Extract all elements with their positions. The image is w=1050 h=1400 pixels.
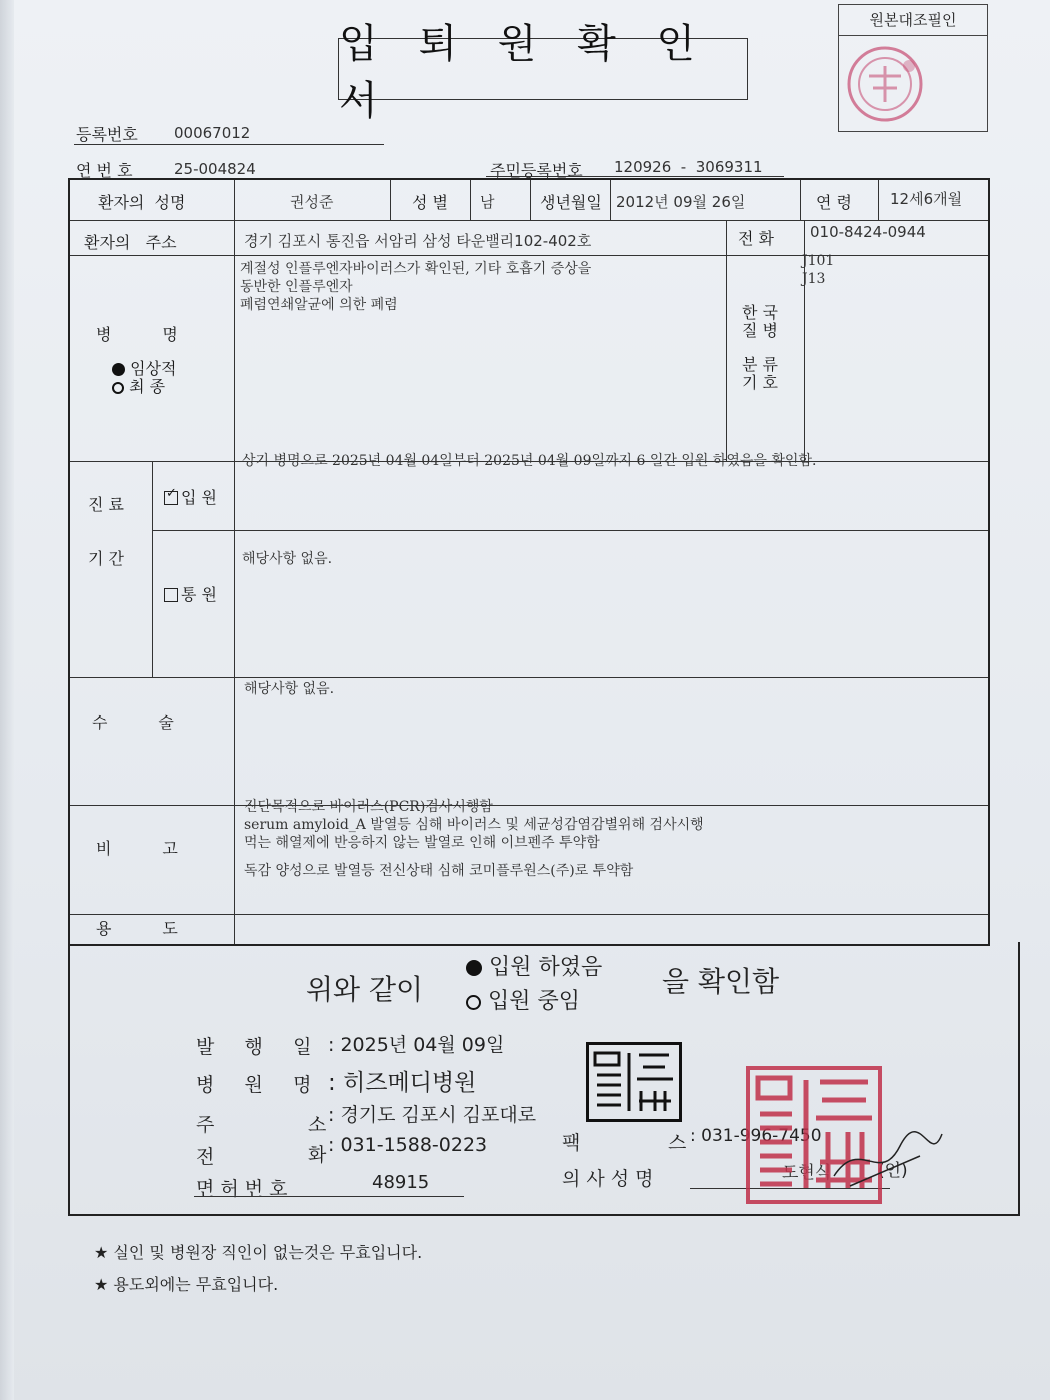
- admission-form-table: [68, 178, 990, 946]
- col-divider: [530, 180, 531, 220]
- address-label-2: 소: [308, 1114, 327, 1136]
- kcd-code: J101: [802, 253, 835, 269]
- col-divider: [610, 180, 611, 220]
- paper-edge-shadow: [0, 0, 14, 1400]
- purpose-label: 용 도: [96, 919, 178, 938]
- col-divider: [152, 461, 153, 677]
- sex-label: 성 별: [412, 193, 448, 212]
- final-option: [112, 374, 165, 397]
- outpatient-label: 통 원: [181, 585, 217, 604]
- kcd-label-line: 한 국: [742, 303, 778, 322]
- hospital-address: 경기도 김포시 김포대로: [340, 1104, 537, 1126]
- resident-id-underline: [486, 176, 784, 177]
- remarks-line: 독감 양성으로 발열등 전신상태 심해 코미플루원스(주)로 투약함: [244, 863, 634, 879]
- license-label: 면 허 번 호: [196, 1178, 288, 1200]
- option-current-label: 입원 중임: [488, 989, 581, 1014]
- current-unselected-icon: [466, 995, 481, 1010]
- serial-value: 25-004824: [174, 160, 256, 178]
- outpatient-option: [164, 582, 217, 605]
- kcd-label: [742, 304, 778, 392]
- surgery-label: 수 술: [92, 713, 174, 732]
- confirmation-section: [68, 942, 1020, 1216]
- diagnosis-label: 병 명: [96, 325, 178, 344]
- serial-label: 연 번 호: [76, 161, 133, 180]
- doctor-seal-mark: (인): [878, 1161, 908, 1181]
- dob-value: 2012년 09월 26일: [616, 193, 746, 211]
- row-divider: [152, 530, 988, 531]
- period-label-line2: 기 간: [88, 549, 124, 568]
- issue-date-label: 발 행 일: [196, 1036, 312, 1058]
- remarks-line: 먹는 해열제에 반응하지 않는 발열로 인해 이브펜주 투약함: [244, 835, 600, 851]
- kcd-codes: [802, 252, 834, 288]
- address-label: 환자의 주소: [84, 233, 177, 252]
- diagnosis-line: 폐렴연쇄알균에 의한 폐렴: [240, 297, 398, 313]
- period-label-line1: 진 료: [88, 495, 124, 514]
- phone-label-1: 전: [196, 1146, 215, 1168]
- row-divider: [70, 914, 988, 915]
- remarks-text: [244, 798, 704, 880]
- phone-label-2: 화: [308, 1144, 327, 1166]
- fax-number: 031-996-7450: [701, 1126, 822, 1146]
- confirmation-prefix: 위와 같이: [306, 973, 424, 1006]
- footnote-purpose: ★ 용도외에는 무효입니다.: [94, 1275, 279, 1294]
- issue-date: 2025년 04월 09일: [340, 1034, 505, 1056]
- confirmation-suffix: 을 확인함: [662, 965, 780, 998]
- phone-label: 전 화: [738, 229, 774, 248]
- resident-id-value: 120926 - 3069311: [614, 158, 763, 176]
- col-divider: [234, 180, 235, 944]
- document-title: 입 퇴 원 확 인 서: [338, 38, 748, 100]
- address-label-1: 주: [196, 1114, 215, 1136]
- hospital-name-value: : 히즈메디병원: [328, 1070, 477, 1096]
- kcd-code: J13: [802, 271, 826, 287]
- clinical-option-label: 임상적: [130, 359, 177, 378]
- inpatient-text: 상기 병명으로 2025년 04월 04일부터 2025년 04월 09일까지 6 일간 입원 하였음을 확인함.: [242, 453, 817, 469]
- stamp-box-header: 원본대조필인: [839, 5, 987, 36]
- diagnosis-text: [240, 260, 591, 314]
- option-admitted-label: 입원 하였음: [489, 955, 603, 980]
- outpatient-checkbox-icon: [164, 588, 178, 602]
- outpatient-text: 해당사항 없음.: [242, 551, 333, 567]
- hospital-phone-value: : 031-1588-0223: [328, 1134, 488, 1156]
- remarks-line: 진단목적으로 바이러스(PCR)검사시행함: [244, 799, 493, 815]
- col-divider: [390, 180, 391, 220]
- final-option-label: 최 종: [129, 377, 166, 396]
- license-value: 48915: [372, 1172, 430, 1193]
- col-divider: [470, 180, 471, 220]
- fax-label-1: 팩: [562, 1132, 581, 1154]
- option-admitted: [466, 950, 602, 981]
- diagnosis-line: 동반한 인플루엔자: [240, 279, 353, 295]
- license-underline: [194, 1196, 464, 1197]
- hospital-address-value: : 경기도 김포시 김포대로: [328, 1104, 537, 1126]
- original-verified-stamp-box: [838, 4, 988, 132]
- dob-label: 생년월일: [540, 193, 602, 212]
- sex-value: 남: [480, 193, 495, 211]
- option-current: [466, 984, 580, 1015]
- hospital-name: 히즈메디병원: [343, 1070, 477, 1096]
- kcd-label-line: 분 류: [742, 355, 778, 374]
- seal-glyph-pattern-icon: [589, 1045, 679, 1119]
- issue-date-value: : 2025년 04월 09일: [328, 1034, 505, 1056]
- resident-id-label: 주민등록번호: [490, 161, 583, 180]
- phone-value: 010-8424-0944: [810, 223, 926, 241]
- doctor-label: 의 사 성 명: [562, 1168, 654, 1190]
- diagnosis-line: 계절성 인플루엔자바이러스가 확인된, 기타 호흡기 증상을: [240, 261, 592, 277]
- verification-seal-icon: [839, 36, 987, 130]
- doctor-signature-icon: [830, 1126, 950, 1196]
- hospital-seal-black-icon: [586, 1042, 682, 1122]
- age-label: 연 령: [816, 193, 852, 212]
- col-divider: [726, 220, 727, 461]
- fax-value: : 031-996-7450: [690, 1126, 822, 1146]
- footnote-seal: ★ 실인 및 병원장 직인이 없는것은 무효입니다.: [94, 1243, 423, 1262]
- address-value: 경기 김포시 통진읍 서암리 삼성 타운밸리102-402호: [244, 232, 592, 250]
- row-divider: [70, 677, 988, 678]
- registration-underline: [74, 144, 384, 145]
- inpatient-option: [164, 485, 217, 508]
- age-value: 12세6개월: [890, 190, 963, 208]
- remarks-line: serum amyloid_A 발열등 심해 바이러스 및 세균성감염감별위해 검사시행: [244, 817, 704, 833]
- patient-name-label: 환자의 성명: [98, 193, 186, 212]
- col-divider: [878, 180, 879, 220]
- final-unselected-icon: [112, 382, 124, 394]
- registration-value: 00067012: [174, 124, 251, 142]
- row-divider: [70, 220, 988, 221]
- fax-label-2: 스: [668, 1132, 687, 1154]
- remarks-label: 비 고: [96, 839, 178, 858]
- inpatient-label: 입 원: [181, 488, 217, 507]
- col-divider: [800, 180, 801, 220]
- doctor-name: 도현식: [782, 1163, 832, 1183]
- kcd-label-line: 질 병: [742, 321, 778, 340]
- patient-name-value: 권성준: [290, 193, 334, 211]
- registration-label: 등록번호: [76, 125, 138, 144]
- inpatient-checkbox-checked-icon: ✓: [164, 491, 178, 505]
- hospital-name-label: 병 원 명: [196, 1074, 312, 1096]
- kcd-label-line: 기 호: [742, 373, 778, 392]
- hospital-phone: 031-1588-0223: [340, 1134, 488, 1156]
- row-divider: [70, 255, 988, 256]
- admitted-selected-icon: [466, 960, 482, 976]
- surgery-text: 해당사항 없음.: [244, 681, 335, 697]
